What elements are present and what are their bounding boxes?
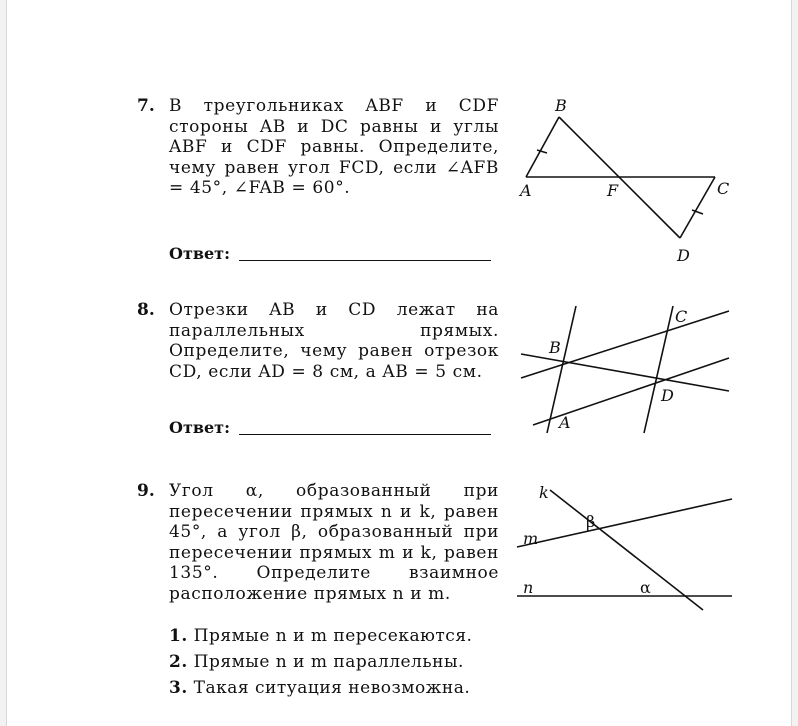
label-C: C	[675, 307, 688, 326]
option-number: 1.	[169, 626, 188, 646]
label-A: A	[520, 181, 532, 200]
problem-number: 7.	[137, 96, 155, 116]
label-beta: β	[586, 512, 596, 531]
option-text: Прямые n и m пересекаются.	[193, 626, 473, 646]
answer-input-line[interactable]	[239, 434, 491, 435]
label-A: A	[559, 413, 571, 432]
line-k	[550, 490, 703, 610]
figure-parallel-lines	[507, 300, 747, 440]
problem-number: 8.	[137, 300, 155, 320]
line-CD	[644, 306, 673, 433]
tick-AB	[537, 150, 547, 153]
figure-transversal	[507, 475, 747, 625]
answer-label: Ответ:	[169, 418, 230, 437]
option-text: Такая ситуация невозможна.	[193, 678, 471, 698]
problem-text: В треугольниках ABF и CDF стороны AB и DC равны и углы ABF и CDF равны. Определите, чему равен угол FCD, если ∠AFB = 45°, ∠FAB = 60°.	[169, 96, 499, 198]
segment-DC	[680, 177, 715, 238]
line-BD	[521, 354, 729, 391]
figure-triangles	[507, 90, 747, 270]
line-m	[517, 499, 732, 547]
label-alpha: α	[640, 578, 651, 597]
label-D: D	[661, 386, 674, 405]
label-k: k	[539, 483, 549, 502]
label-C: C	[717, 179, 730, 198]
label-m: m	[523, 529, 539, 548]
label-D: D	[677, 246, 690, 265]
segment-AB	[526, 117, 559, 177]
label-n: n	[523, 578, 534, 597]
label-B: B	[549, 338, 561, 357]
option-text: Прямые n и m параллельны.	[193, 652, 464, 672]
problem-text: Угол α, образованный при пересечении прямых n и k, равен 45°, а угол β, образованный при пересечении прямых m и k, равен 135°. Определите взаимное расположение прямых n и m.	[169, 481, 499, 604]
worksheet-page	[6, 0, 792, 726]
option-1[interactable]	[169, 623, 472, 649]
problem-text: Отрезки AB и CD лежат на параллельных прямых. Определите, чему равен отрезок CD, если AD = 8 см, а AB = 5 см.	[169, 300, 499, 382]
answer-label: Ответ:	[169, 244, 230, 263]
label-F: F	[607, 181, 619, 200]
option-number: 3.	[169, 678, 188, 698]
answer-options	[169, 623, 472, 701]
answer-input-line[interactable]	[239, 260, 491, 261]
option-3[interactable]	[169, 675, 472, 701]
option-number: 2.	[169, 652, 188, 672]
option-2[interactable]	[169, 649, 472, 675]
label-B: B	[555, 96, 567, 115]
problem-number: 9.	[137, 481, 155, 501]
